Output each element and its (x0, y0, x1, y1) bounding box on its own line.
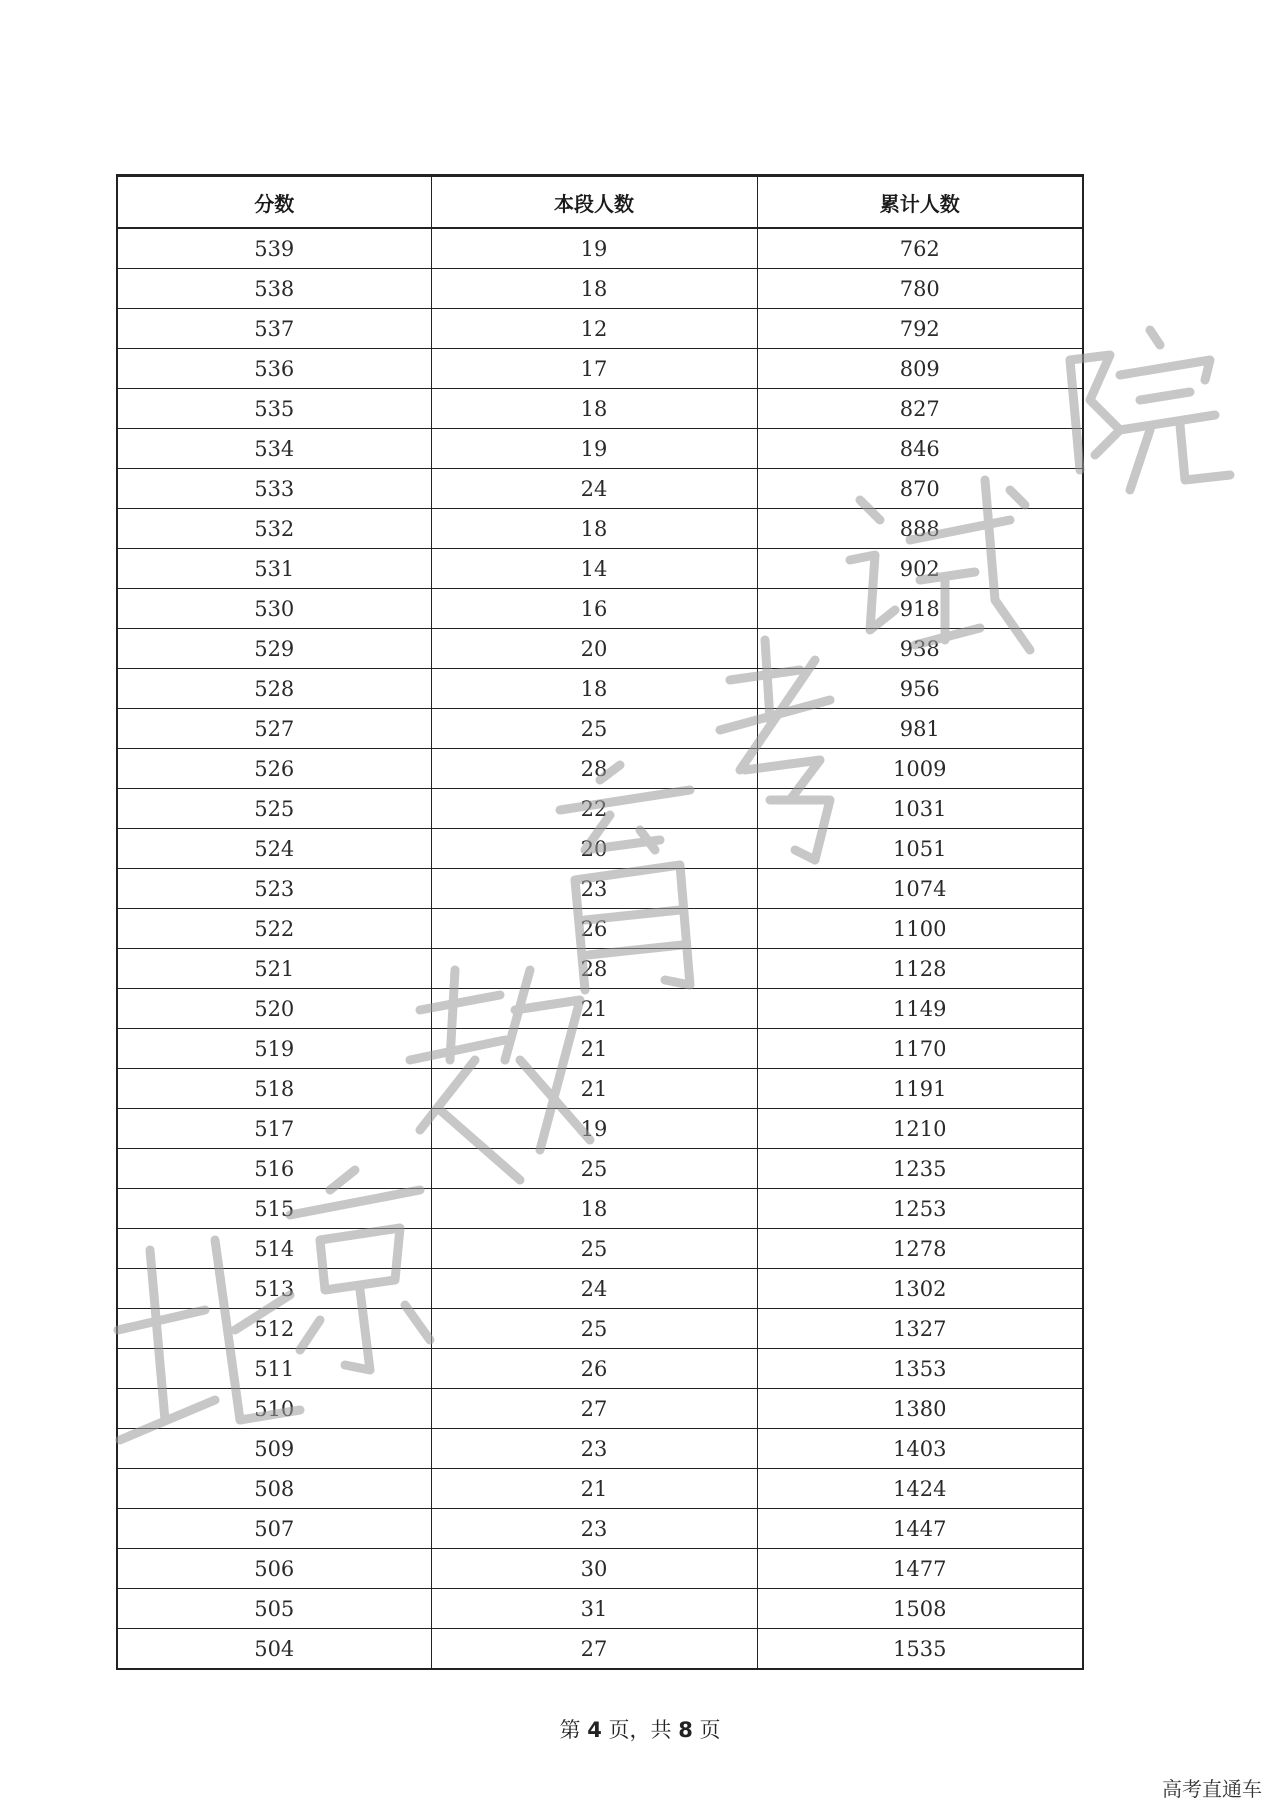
cell-segment-count: 26 (431, 909, 757, 949)
cell-segment-count: 17 (431, 349, 757, 389)
cell-segment-count: 30 (431, 1549, 757, 1589)
table-row (117, 429, 1083, 469)
cell-cumulative-count: 1380 (757, 1389, 1083, 1429)
cell-score: 539 (117, 228, 431, 269)
table-row (117, 589, 1083, 629)
cell-score: 514 (117, 1229, 431, 1269)
table-row (117, 1469, 1083, 1509)
cell-segment-count: 28 (431, 949, 757, 989)
cell-cumulative-count: 1128 (757, 949, 1083, 989)
footer-middle: 页，共 (608, 1718, 672, 1742)
table-row (117, 1189, 1083, 1229)
cell-score: 522 (117, 909, 431, 949)
cell-score: 507 (117, 1509, 431, 1549)
cell-cumulative-count: 870 (757, 469, 1083, 509)
footer-suffix: 页 (699, 1718, 721, 1742)
table-row (117, 1429, 1083, 1469)
cell-cumulative-count: 918 (757, 589, 1083, 629)
cell-score: 517 (117, 1109, 431, 1149)
cell-score: 524 (117, 829, 431, 869)
score-distribution-table (116, 174, 1084, 1670)
table-row (117, 309, 1083, 349)
cell-score: 529 (117, 629, 431, 669)
table-row (117, 909, 1083, 949)
cell-cumulative-count: 827 (757, 389, 1083, 429)
cell-cumulative-count: 1074 (757, 869, 1083, 909)
table-row (117, 1349, 1083, 1389)
cell-cumulative-count: 1403 (757, 1429, 1083, 1469)
table-row (117, 669, 1083, 709)
cell-score: 516 (117, 1149, 431, 1189)
cell-cumulative-count: 1009 (757, 749, 1083, 789)
cell-segment-count: 25 (431, 1149, 757, 1189)
cell-segment-count: 27 (431, 1389, 757, 1429)
cell-score: 531 (117, 549, 431, 589)
cell-cumulative-count: 1302 (757, 1269, 1083, 1309)
cell-segment-count: 20 (431, 829, 757, 869)
cell-cumulative-count: 1031 (757, 789, 1083, 829)
table-body (117, 228, 1083, 1669)
cell-segment-count: 25 (431, 709, 757, 749)
cell-segment-count: 21 (431, 989, 757, 1029)
cell-cumulative-count: 1170 (757, 1029, 1083, 1069)
table-row (117, 509, 1083, 549)
cell-segment-count: 18 (431, 269, 757, 309)
cell-cumulative-count: 780 (757, 269, 1083, 309)
cell-score: 510 (117, 1389, 431, 1429)
cell-cumulative-count: 1235 (757, 1149, 1083, 1189)
cell-score: 509 (117, 1429, 431, 1469)
footer-page-total: 8 (678, 1718, 693, 1742)
cell-score: 521 (117, 949, 431, 989)
cell-segment-count: 26 (431, 1349, 757, 1389)
cell-segment-count: 19 (431, 429, 757, 469)
table-row (117, 989, 1083, 1029)
cell-cumulative-count: 1278 (757, 1229, 1083, 1269)
brand-label: 高考直通车 (1162, 1777, 1262, 1801)
cell-cumulative-count: 1149 (757, 989, 1083, 1029)
cell-segment-count: 27 (431, 1629, 757, 1670)
table-row (117, 629, 1083, 669)
cell-segment-count: 18 (431, 509, 757, 549)
header-cumulative-count: 累计人数 (757, 176, 1083, 229)
cell-segment-count: 28 (431, 749, 757, 789)
cell-cumulative-count: 846 (757, 429, 1083, 469)
cell-cumulative-count: 981 (757, 709, 1083, 749)
cell-segment-count: 20 (431, 629, 757, 669)
cell-segment-count: 16 (431, 589, 757, 629)
table-row (117, 869, 1083, 909)
cell-segment-count: 21 (431, 1029, 757, 1069)
cell-cumulative-count: 1100 (757, 909, 1083, 949)
table-row (117, 1509, 1083, 1549)
table-row (117, 949, 1083, 989)
cell-score: 512 (117, 1309, 431, 1349)
cell-segment-count: 18 (431, 669, 757, 709)
table-row (117, 389, 1083, 429)
table-row (117, 349, 1083, 389)
cell-segment-count: 21 (431, 1469, 757, 1509)
cell-score: 513 (117, 1269, 431, 1309)
cell-score: 504 (117, 1629, 431, 1670)
table-row (117, 1029, 1083, 1069)
cell-cumulative-count: 902 (757, 549, 1083, 589)
cell-cumulative-count: 1535 (757, 1629, 1083, 1670)
cell-score: 518 (117, 1069, 431, 1109)
table-row (117, 829, 1083, 869)
table-row (117, 789, 1083, 829)
cell-cumulative-count: 1253 (757, 1189, 1083, 1229)
cell-segment-count: 22 (431, 789, 757, 829)
cell-score: 533 (117, 469, 431, 509)
cell-score: 537 (117, 309, 431, 349)
cell-score: 525 (117, 789, 431, 829)
header-segment-count: 本段人数 (431, 176, 757, 229)
cell-cumulative-count: 1477 (757, 1549, 1083, 1589)
cell-segment-count: 25 (431, 1309, 757, 1349)
cell-score: 530 (117, 589, 431, 629)
cell-score: 506 (117, 1549, 431, 1589)
footer-page-current: 4 (587, 1718, 602, 1742)
table-row (117, 709, 1083, 749)
cell-score: 520 (117, 989, 431, 1029)
header-row (117, 176, 1083, 229)
header-score: 分数 (117, 176, 431, 229)
cell-cumulative-count: 792 (757, 309, 1083, 349)
cell-segment-count: 19 (431, 1109, 757, 1149)
cell-score: 527 (117, 709, 431, 749)
cell-segment-count: 18 (431, 389, 757, 429)
footer-prefix: 第 (559, 1718, 581, 1742)
cell-score: 526 (117, 749, 431, 789)
cell-score: 535 (117, 389, 431, 429)
cell-cumulative-count: 956 (757, 669, 1083, 709)
table-row (117, 549, 1083, 589)
cell-segment-count: 24 (431, 469, 757, 509)
cell-score: 508 (117, 1469, 431, 1509)
table-row (117, 1229, 1083, 1269)
cell-cumulative-count: 1353 (757, 1349, 1083, 1389)
cell-score: 534 (117, 429, 431, 469)
cell-score: 536 (117, 349, 431, 389)
table-row (117, 1629, 1083, 1670)
cell-score: 511 (117, 1349, 431, 1389)
table-row (117, 269, 1083, 309)
table-row (117, 469, 1083, 509)
cell-score: 519 (117, 1029, 431, 1069)
table-row (117, 228, 1083, 269)
table-row (117, 749, 1083, 789)
cell-segment-count: 23 (431, 1509, 757, 1549)
cell-score: 528 (117, 669, 431, 709)
cell-score: 505 (117, 1589, 431, 1629)
cell-cumulative-count: 1508 (757, 1589, 1083, 1629)
cell-segment-count: 21 (431, 1069, 757, 1109)
cell-segment-count: 18 (431, 1189, 757, 1229)
table-row (117, 1269, 1083, 1309)
cell-segment-count: 14 (431, 549, 757, 589)
table-row (117, 1589, 1083, 1629)
table-row (117, 1069, 1083, 1109)
cell-segment-count: 25 (431, 1229, 757, 1269)
cell-cumulative-count: 888 (757, 509, 1083, 549)
cell-cumulative-count: 1191 (757, 1069, 1083, 1109)
cell-cumulative-count: 938 (757, 629, 1083, 669)
cell-segment-count: 23 (431, 869, 757, 909)
cell-cumulative-count: 1424 (757, 1469, 1083, 1509)
table-row (117, 1549, 1083, 1589)
cell-segment-count: 23 (431, 1429, 757, 1469)
cell-cumulative-count: 1327 (757, 1309, 1083, 1349)
cell-cumulative-count: 1210 (757, 1109, 1083, 1149)
cell-segment-count: 12 (431, 309, 757, 349)
cell-cumulative-count: 809 (757, 349, 1083, 389)
cell-segment-count: 31 (431, 1589, 757, 1629)
cell-score: 532 (117, 509, 431, 549)
table-row (117, 1109, 1083, 1149)
table-row (117, 1149, 1083, 1189)
cell-cumulative-count: 1447 (757, 1509, 1083, 1549)
page-footer (0, 1714, 1280, 1744)
cell-cumulative-count: 1051 (757, 829, 1083, 869)
cell-score: 538 (117, 269, 431, 309)
cell-segment-count: 24 (431, 1269, 757, 1309)
table-row (117, 1309, 1083, 1349)
cell-cumulative-count: 762 (757, 228, 1083, 269)
cell-score: 515 (117, 1189, 431, 1229)
table-row (117, 1389, 1083, 1429)
cell-score: 523 (117, 869, 431, 909)
cell-segment-count: 19 (431, 228, 757, 269)
table-header (117, 176, 1083, 229)
